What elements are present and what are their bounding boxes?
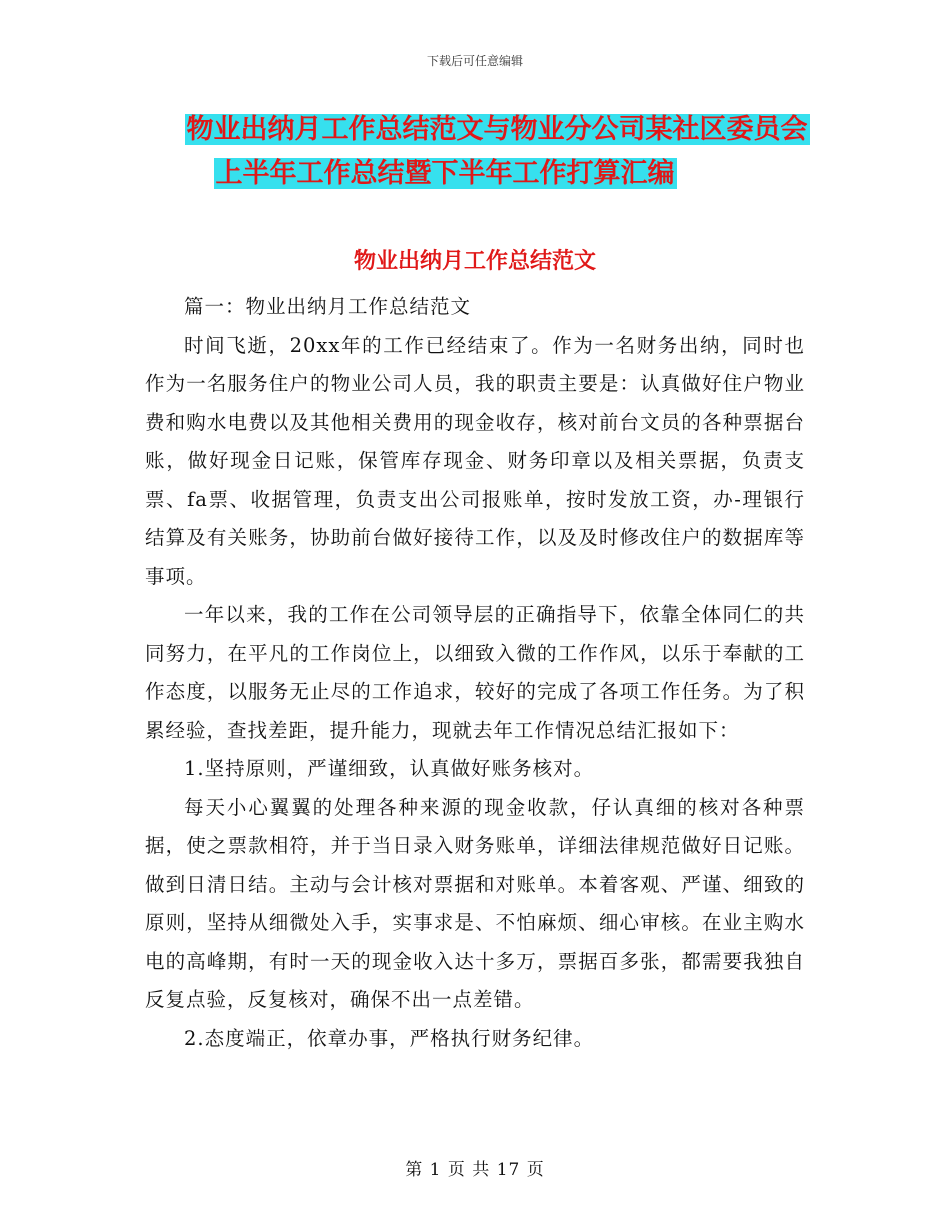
paragraph: 一年以来，我的工作在公司领导层的正确指导下，依靠全体同仁的共同努力，在平凡的工作岗位上，以细致入微的工作作风，以乐于奉献的工作态度，以服务无止尽的工作追求，较好的完成了各项工作任务。为了积累经验，查找差距，提升能力，现就去年工作情况总结汇报如下：: [145, 603, 805, 742]
page-footer: 第 1 页 共 17 页: [405, 1160, 545, 1180]
document-body: [145, 288, 805, 1058]
paragraph-subheading: 篇一：物业出纳月工作总结范文: [184, 295, 472, 318]
page-header-note: 下载后可任意编辑: [426, 54, 523, 68]
title-highlight-2: 上半年工作总结暨下半年工作打算汇编: [215, 158, 675, 189]
paragraph: 每天小心翼翼的处理各种来源的现金收款，仔认真细的核对各种票据，使之票款相符，并于当日录入财务账单，详细法律规范做好日记账。做到日清日结。主动与会计核对票据和对账单。本着客观、严谨、细致的原则，坚持从细微处入手，实事求是、不怕麻烦、细心审核。在业主购水电的高峰期，有时一天的现金收入达十多万，票据百多张，都需要我独自反复点验，反复核对，确保不出一点差错。: [145, 795, 805, 1011]
paragraph: 时间飞逝，20xx年的工作已经结束了。作为一名财务出纳，同时也作为一名服务住户的物业公司人员，我的职责主要是：认真做好住户物业费和购水电费以及其他相关费用的现金收存，核对前台文员的各种票据台账，做好现金日记账，保管库存现金、财务印章以及相关票据，负责支票、fa票、收据管理，负责支出公司报账单，按时发放工资，办-理银行结算及有关账务，协助前台做好接待工作，以及及时修改住户的数据库等事项。: [145, 333, 805, 588]
paragraph-numbered-heading: 2.态度端正，依章办事，严格执行财务纪律。: [184, 1026, 595, 1050]
paragraph-numbered-heading: 1.坚持原则，严谨细致，认真做好账务核对。: [184, 757, 595, 780]
title-highlight-1: 物业出纳月工作总结范文与物业分公司某社区委员会: [186, 114, 808, 145]
document-title-line-1: [22, 110, 950, 150]
section-title: 物业出纳月工作总结范文: [353, 249, 596, 274]
document-title-line-2: [0, 154, 920, 194]
